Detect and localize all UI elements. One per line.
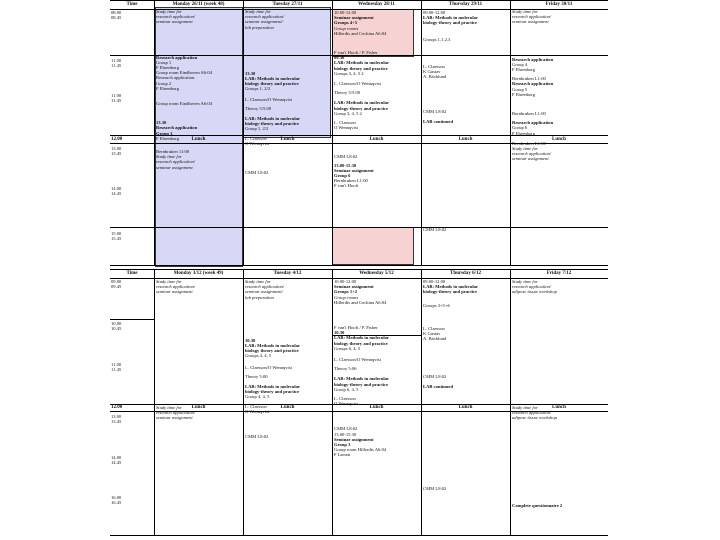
event-line: Theory 5:06	[334, 366, 357, 372]
event-line: Research application	[512, 56, 554, 62]
event-line: F van't Hooft / P. Fisher	[334, 325, 378, 331]
lunch-label: Lunch	[369, 137, 384, 142]
lunch-label: Lunch	[369, 405, 384, 410]
lunch-label: Lunch	[280, 137, 295, 142]
event-line: Study time for	[512, 404, 538, 410]
event-line: Seminar assignment	[334, 436, 374, 442]
col-divider	[243, 269, 244, 535]
event-line: Group 6	[512, 125, 528, 131]
event-line: adipose tissue workshop	[512, 289, 557, 295]
header-wednesday: Wednesday 28/11	[358, 2, 395, 7]
event-line: research application/	[156, 409, 196, 415]
header-friday: Friday 30/11	[545, 2, 573, 7]
event-line: seminar assignment	[512, 19, 549, 25]
event-line: Groups 1,1,2,3	[423, 36, 451, 42]
event-line: F Ehrenborg	[512, 67, 536, 73]
thursday-column	[423, 279, 509, 534]
event-line: L. Claesson	[334, 120, 356, 126]
event-line: L. Claesson	[423, 325, 445, 331]
event-line: 10.30	[334, 330, 345, 336]
event-line: seminar assignment	[512, 156, 549, 162]
event-line: Research application	[156, 75, 195, 81]
event-line: Groups 1, 2/2	[245, 86, 271, 92]
event-line: seminar assignment	[156, 415, 193, 421]
event-line: Group 3	[334, 442, 351, 448]
event-line: seminar assignment	[156, 289, 193, 295]
event-line: Groups 4+5	[334, 20, 358, 26]
time-slot: 13.00 13.45	[111, 414, 122, 424]
event-line: Theory 5/5:00	[245, 105, 272, 111]
event-line: F Ehrenborg	[156, 65, 180, 71]
event-line: Groups 1+2	[334, 289, 358, 295]
event-line: Study time for	[245, 279, 271, 284]
event-line: Bernbruken L1:00	[334, 178, 368, 184]
time-slot: 16.00 16.45	[111, 495, 122, 505]
event-line: LAB: Methods in molecular	[245, 76, 300, 82]
event-line: F Ehrenborg	[512, 91, 536, 97]
wednesday-column	[334, 279, 420, 534]
event-line: Study time for	[156, 9, 182, 14]
event-line: L. Claesson	[423, 63, 445, 69]
monday-column	[156, 279, 242, 534]
event-line: biology-theory and practice	[334, 105, 389, 111]
event-line: Group 3	[156, 130, 173, 136]
event-line: Bernbruken L1:00	[512, 111, 546, 117]
event-line: L. Claesson	[245, 135, 267, 141]
week2-header-row	[110, 269, 608, 279]
header-tuesday: Tuesday 4/12	[273, 271, 302, 276]
event-line: LAB: Methods in molecular	[334, 376, 389, 382]
event-line: Research application	[156, 54, 198, 60]
event-line: Bernbruken 11:00	[156, 149, 190, 155]
event-line: lab preparation	[245, 294, 274, 300]
event-line: Group rooms	[334, 294, 359, 300]
event-line: 13.00-15.30	[334, 162, 357, 168]
event-line: LAB: Methods in molecular	[334, 335, 389, 341]
time-slot: 14.00 14.45	[111, 455, 122, 465]
event-line: biology-theory and practice	[334, 381, 389, 387]
header-thursday: Thursday 29/11	[448, 2, 483, 7]
col-divider	[332, 269, 333, 535]
event-line: LAB continued	[423, 383, 453, 389]
event-line: F Ehrenborg	[512, 130, 536, 136]
event-line: seminar assignment	[156, 164, 193, 170]
event-line: K Gustav	[423, 69, 441, 75]
event-line: LAB: Methods in molecular	[245, 116, 300, 122]
event-line: Study time for	[156, 404, 182, 410]
thursday-column	[423, 10, 509, 265]
event-line: 09.00-12.00	[423, 279, 446, 284]
tuesday-column	[245, 9, 330, 264]
event-line: CMM L8:02	[423, 226, 447, 232]
event-line: LAB: Methods in molecular	[245, 343, 300, 349]
col-divider	[154, 269, 155, 535]
event-line: biology theory and practice	[245, 348, 299, 354]
time-slot: 15.00 15.45	[111, 231, 122, 241]
event-line: biology theory and practice	[334, 65, 388, 71]
event-line: CMM L8:02	[334, 426, 358, 432]
event-line: 10.00-12.00	[334, 279, 357, 284]
lunch-label: Lunch	[191, 137, 206, 142]
event-line: Groups 3+5+6	[423, 302, 450, 308]
event-line: L. Claesson	[334, 396, 356, 402]
lunch-label: Lunch	[458, 405, 473, 410]
time-slot: 08.00 08.45	[111, 10, 122, 20]
event-line: LAB: Methods in molecular	[245, 384, 300, 390]
event-line: L. Claesson/O Wennqvist	[334, 81, 381, 87]
event-line: biology-theory and practice	[245, 121, 300, 127]
col-divider	[421, 0, 422, 265]
event-line: Group 3, 4, 5 2	[334, 110, 362, 116]
event-line: CMM L8:02	[423, 109, 447, 115]
col-divider	[510, 269, 511, 535]
event-line: LAB: Methods in molecular	[334, 60, 389, 66]
event-line: A. Bäcklund	[423, 336, 447, 342]
event-line: Group 1, 2/2	[245, 126, 269, 132]
event-line: Groups 4, 4, 5	[245, 353, 272, 359]
wednesday-column	[334, 10, 420, 265]
event-line: Study time for	[245, 9, 271, 14]
lunch-label: Lunch	[191, 405, 206, 410]
event-line: Group rooms	[334, 25, 359, 31]
event-line: F Ehrenborg	[156, 135, 180, 141]
event-line: Bernbruken L1:00	[512, 76, 546, 82]
event-line: O Wennqvist	[334, 401, 358, 407]
event-line: Study time for	[156, 279, 182, 284]
event-line: biology theory and practice	[245, 81, 299, 87]
event-line: Group 6	[334, 173, 351, 179]
event-line: Study time for	[512, 279, 538, 284]
event-line: Group room Hillerdis A6:04	[334, 447, 387, 453]
event-line: Study time for	[512, 9, 538, 14]
event-line: LAB: Methods in molecular	[423, 284, 478, 290]
event-line: 13.30	[245, 70, 256, 76]
schedule-page	[110, 0, 608, 540]
event-line: L. Claesson/O Wennqvist	[334, 357, 381, 363]
event-line: research application/	[245, 14, 285, 20]
event-line: LAB: Methods in molecular	[334, 100, 389, 106]
event-line: biology-theory and practice	[245, 389, 300, 395]
header-time: Time	[126, 2, 138, 7]
row-divider	[110, 319, 154, 320]
header-time: Time	[126, 271, 138, 276]
event-line: Groups 3, 4, 5 2	[334, 70, 364, 76]
event-line: LAB: Methods in molecular	[423, 15, 478, 21]
event-line: adipose tissue workshop	[512, 415, 557, 421]
event-line: research application/	[156, 159, 196, 165]
week2-schedule	[110, 269, 608, 535]
event-line: Theory 5:00	[245, 373, 268, 379]
col-divider	[510, 0, 511, 265]
event-line: Group 4	[512, 61, 528, 67]
event-line: 09.30	[334, 55, 345, 61]
event-line: Complete questionnaire 2	[512, 503, 563, 509]
event-line: Groups 6, 4, 5	[334, 345, 361, 351]
event-line: O Wennqvist	[245, 140, 269, 146]
event-line: 10.30	[245, 337, 256, 343]
col-divider	[332, 0, 333, 265]
lunch-time: 12.00	[111, 137, 123, 142]
event-line: Seminar assignment	[334, 167, 374, 173]
event-line: Group 5	[512, 86, 528, 92]
lunch-label: Lunch	[552, 137, 566, 142]
event-line: F Larsen	[334, 452, 351, 458]
event-line: seminar assignment/	[245, 19, 283, 25]
event-line: Group 6, 4, 5	[334, 386, 359, 392]
event-line: Research application	[512, 81, 554, 87]
event-line: O Wennqvist	[334, 125, 358, 131]
header-monday: Monday 26/11 (week 48)	[172, 2, 225, 7]
time-slot: 13.00 13.45	[111, 146, 122, 156]
event-line: lab preparation	[245, 24, 274, 30]
event-line: L. Claesson/O Wennqvist	[245, 364, 292, 370]
event-line: Study time for	[512, 146, 538, 152]
row-divider	[110, 535, 608, 536]
event-line: seminar assignment	[156, 19, 193, 25]
event-line: CMM L8:02	[245, 170, 269, 176]
time-slot: 14.00 14.45	[111, 186, 122, 196]
col-divider	[243, 0, 244, 265]
event-line: L. Claesson	[245, 403, 267, 409]
week1-schedule	[110, 0, 608, 265]
event-line: Research application	[512, 120, 554, 126]
event-line: CMM L8:02	[423, 374, 447, 380]
header-thursday: Thursday 6/12	[450, 271, 481, 276]
event-line: Group 1	[156, 59, 172, 65]
event-line: CMM L8:02	[245, 434, 269, 440]
time-slot: 11.00 11.45	[111, 362, 122, 372]
event-line: Hillerdis and Cechina A6:04	[334, 299, 387, 305]
event-line: 13.00-15.30	[334, 431, 357, 437]
event-line: F van't Hooft	[334, 183, 359, 189]
event-line: Bernbruken L1:00	[512, 140, 546, 146]
event-line: research application/	[512, 284, 552, 290]
event-line: A. Bäcklund	[423, 74, 447, 80]
event-line: O Wennqvist	[245, 408, 269, 414]
event-line: Hillerdis and Cechina A6:04	[334, 30, 387, 36]
time-slot: 10.00 10.45	[111, 321, 122, 331]
lunch-time: 12.00	[111, 405, 123, 410]
tuesday-column	[245, 279, 331, 534]
event-line: biology-theory and practice	[423, 289, 478, 295]
event-line: Theory 5/5:00	[334, 90, 361, 96]
friday-column	[512, 279, 607, 534]
col-divider	[421, 269, 422, 535]
event-line: Study time for	[156, 154, 182, 160]
event-line: Group room Eindhoven A6:04	[156, 101, 213, 107]
lunch-label: Lunch	[552, 405, 566, 410]
time-slot: 11.00 11.45	[111, 58, 122, 68]
time-slot: 11.00 11.45	[111, 93, 122, 103]
col-divider	[154, 0, 155, 265]
event-line: L. Claesson/O Wennqvist	[245, 96, 292, 102]
header-monday: Monday 3/12 (week 49)	[173, 271, 224, 276]
event-line: Group 2	[156, 80, 172, 86]
header-wednesday: Wednesday 5/12	[359, 271, 394, 276]
event-line: Seminar assignment	[334, 15, 374, 21]
lunch-label: Lunch	[280, 405, 295, 410]
time-slot: 09.00 09.45	[111, 279, 122, 289]
event-line: Group room Eindhoven A6:04	[156, 70, 213, 76]
header-friday: Friday 7/12	[546, 271, 572, 276]
event-line: research application/	[245, 284, 285, 290]
friday-column	[512, 9, 607, 264]
event-line: research application/	[512, 151, 552, 157]
event-line: research application/	[512, 14, 552, 20]
row-divider	[110, 265, 608, 266]
event-line: 13.30	[156, 120, 167, 126]
event-line: K Gustav	[423, 331, 441, 337]
monday-column	[156, 9, 242, 264]
lunch-label: Lunch	[458, 137, 473, 142]
event-line: F van't Hooft / P. Fisher	[334, 50, 378, 56]
event-line: research application/	[156, 284, 196, 290]
header-tuesday: Tuesday 27/11	[272, 2, 303, 7]
event-line: Group 4, 4, 5	[245, 394, 270, 400]
event-line: Research application	[156, 125, 198, 131]
event-line: Seminar assignment	[334, 284, 374, 290]
event-line: research application/	[156, 14, 196, 20]
event-line: biology-theory and practice	[423, 20, 478, 26]
event-line: F Ehrenborg	[156, 85, 180, 91]
event-line: biology theory and practice	[334, 340, 388, 346]
event-line: 10.00-12.00	[334, 10, 357, 15]
event-line: CMM L8:02	[423, 485, 447, 491]
event-line: CMM L8:02	[334, 154, 358, 160]
event-line: research application/	[512, 409, 552, 415]
event-line: seminar assignment/	[245, 289, 283, 295]
event-line: 09.00-12.00	[423, 10, 446, 15]
event-line: LAB continued	[423, 118, 453, 124]
